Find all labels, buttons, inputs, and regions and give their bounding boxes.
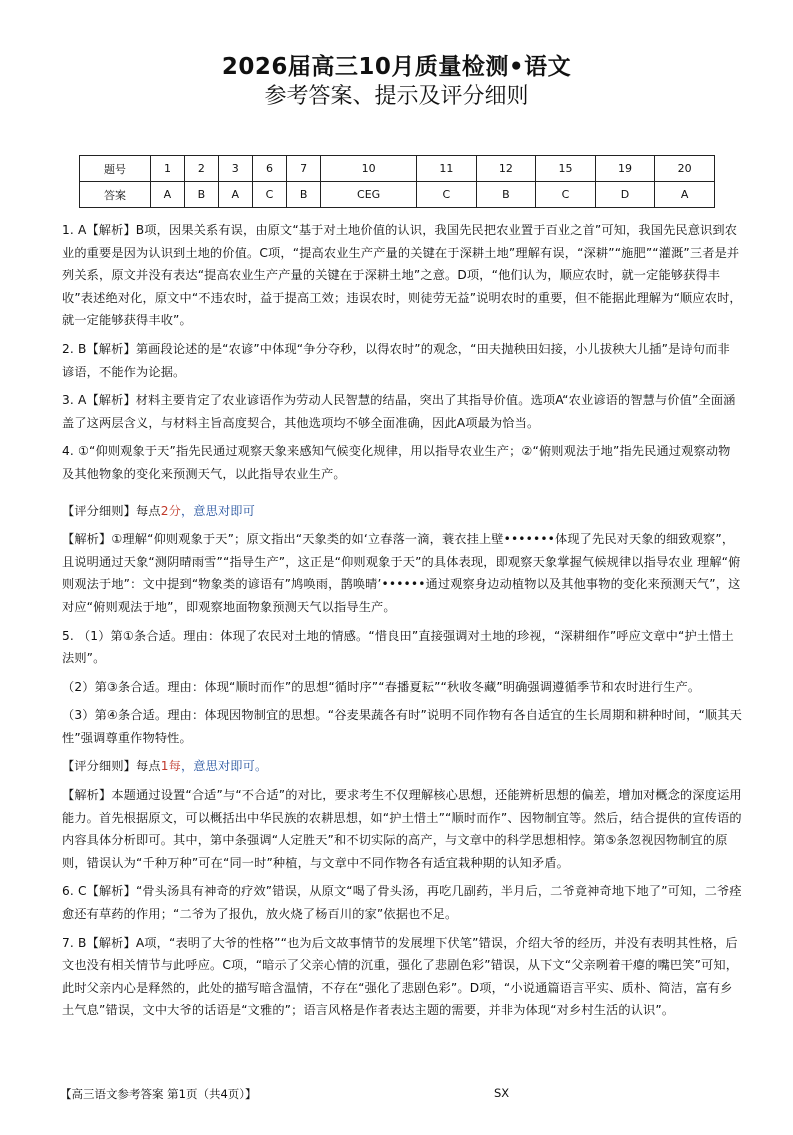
question-number-row [80, 156, 715, 182]
answer-cell: B [476, 182, 536, 208]
answer-cell: D [595, 182, 655, 208]
rubric-tail: ，意思对即可。 [180, 759, 268, 774]
q4-answer: 4. ①“仰则观象于天”指先民通过观察天象来感知气候变化规律，用以指导农业生产；②“俯则观法于地”指先民通过观察动物及其他物象的变化来预测天气，以此指导农业生产。 [62, 444, 731, 481]
q5-item-1: 5. （1）第①条合适。理由：体现了农民对土地的情感。“惜良田”直接强调对土地的珍视，“深耕细作”呼应文章中“护土惜土法则”。 [62, 628, 734, 666]
rubric-points: 2分 [160, 503, 181, 518]
q4-analysis: 【解析】①理解“仰则观象于天”；原文指出“天象类的如‘立春落一滴，蓑衣挂上壁•••••••体现了先民对天象的细致观察”，且说明通过天象“测阴晴雨雪”“指导生产”，这正是“仰则观象于天”的具体表现，即观察天象掌握气候规律以指导农业 理解“俯则观法于地”：文中提到“物象类的谚语有”鸠唤雨，鹊唤晴’••••••通过观察身边动植物以及其他事物的变化来预测天气”，这对应“俯则观法于地”，即观察地面物象预测天气以指导生产。 [62, 532, 741, 614]
answer-cell: B [184, 182, 218, 208]
question-number-cell: 12 [476, 156, 536, 182]
answer-row-label: 答案 [80, 182, 151, 208]
question-number-cell: 19 [595, 156, 655, 182]
question-number-cell: 2 [184, 156, 218, 182]
answer-table [79, 155, 715, 208]
answer-cell: A [655, 182, 715, 208]
q7-explanation: 7. B【解析】A项，“表明了大爷的性格”“也为后文故事情节的发展埋下伏笔”错误，介绍大爷的经历，并没有表明其性格，后文也没有相关情节与此呼应。C项，“暗示了父亲心情的沉重，强化了悲剧色彩”错误，从下文“父亲咧着干瘪的嘴巴笑”可知，此时父亲内心是释然的，此处的描写暗含温情，不存在“强化了悲剧色彩”。D项，“小说通篇语言平实、质朴、简洁，富有乡土气息”错误，文中大爷的话语是“文雅的”；语言风格是作者表达主题的需要，并非为体现“对乡村生活的认识”。 [62, 935, 739, 1018]
document-title: 2026届高三10月质量检测•语文 [221, 54, 572, 80]
q5-item-3: （3）第④条合适。理由：体现因物制宜的思想。“谷麦果蔬各有时”说明不同作物有各自适宜的生长周期和耕种时间，“顺其天性”强调尊重作物特性。 [62, 708, 742, 745]
answer-explanations [62, 219, 742, 1028]
rubric-points: 1每 [160, 759, 181, 774]
footer-page-info: 【高三语文参考答案 第1页（共4页）】 [60, 1087, 257, 1101]
document-subtitle: 参考答案、提示及评分细则 [264, 84, 529, 109]
q1-explanation: 1. A【解析】B项，因果关系有误，由原文“基于对土地价值的认识，我国先民把农业置于百业之首”可知，我国先民意识到农业的重要是因为认识到土地的价值。C项，“提高农业生产产量的关键在于深耕土地”理解有误，“深耕”“施肥”“灌溉”三者是并列关系，原文并没有表达“提高农业生产产量的关键在于深耕土地”之意。D项，“他们认为，顺应农时，就一定能够获得丰收”表述绝对化，原文中“不违农时，益于提高工效；违误农时，则徒劳无益”说明农时的重要，但不能据此理解为“顺应农时，就一定能够获得丰收”。 [62, 223, 742, 328]
q4-rubric [62, 500, 742, 523]
q2-explanation: 2. B【解析】第画段论述的是“农谚”中体现“争分夺秒，以得农时”的观念，“田夫抛秧田妇接，小儿拔秧大儿插”是诗句而非谚语，不能作为论据。 [62, 341, 730, 379]
question-number-cell: 15 [536, 156, 596, 182]
question-number-cell: 3 [218, 156, 252, 182]
q5-rubric [62, 755, 742, 778]
question-number-cell: 20 [655, 156, 715, 182]
rubric-tail: ，意思对即可 [180, 503, 255, 518]
q5-analysis: 【解析】本题通过设置“合适”与“不合适”的对比，要求考生不仅理解核心思想，还能辨析思想的偏差，增加对概念的深度运用能力。首先根据原文，可以概括出中华民族的农耕思想，如“护土惜土”“顺时而作”、因物制宜等。然后，结合提供的宣传语的内容具体分析即可。其中，第中条强调“人定胜天”和不切实际的高产，与文章中的科学思想相悖。第⑤条忽视因物制宜的原则，错误认为“千种万种”可在“同一时”种植，与文章中不同作物各有适宜栽种期的认知矛盾。 [62, 788, 742, 870]
q3-explanation: 3. A【解析】材料主要肯定了农业谚语作为劳动人民智慧的结晶，突出了其指导价值。选项A“农业谚语的智慧与价值”全面涵盖了这两层含义，与材料主旨高度契合，其他选项均不够全面准确，因此A项最为恰当。 [62, 393, 736, 430]
answer-cell: B [287, 182, 321, 208]
title-block [0, 52, 793, 112]
rubric-label: 【评分细则】每点 [62, 759, 161, 774]
q6-explanation: 6. C【解析】“骨头汤具有神奇的疗效”错误，从原文“喝了骨头汤，再吃几副药，半月后，二爷竟神奇地下地了”可知，二爷痊愈还有草药的作用；“二爷为了报仇，放火烧了杨百川的家”依据也不足。 [62, 884, 742, 922]
footer-code: SX [494, 1086, 510, 1100]
question-number-cell: 7 [287, 156, 321, 182]
answer-cell: C [252, 182, 287, 208]
question-number-cell: 11 [417, 156, 477, 182]
rubric-label: 【评分细则】每点 [62, 503, 161, 518]
answer-cell: C [536, 182, 596, 208]
answer-row [80, 182, 715, 208]
question-number-cell: 6 [252, 156, 287, 182]
question-row-label: 题号 [80, 156, 151, 182]
answer-cell: C [417, 182, 477, 208]
answer-cell: A [218, 182, 252, 208]
page-footer [60, 1086, 740, 1102]
answer-cell: CEG [321, 182, 417, 208]
answer-cell: A [151, 182, 185, 208]
question-number-cell: 1 [151, 156, 185, 182]
q5-item-2: （2）第③条合适。理由：体现“顺时而作”的思想“循时序”“春播夏耘”“秋收冬藏”明确强调遵循季节和农时进行生产。 [62, 679, 701, 694]
question-number-cell: 10 [321, 156, 417, 182]
